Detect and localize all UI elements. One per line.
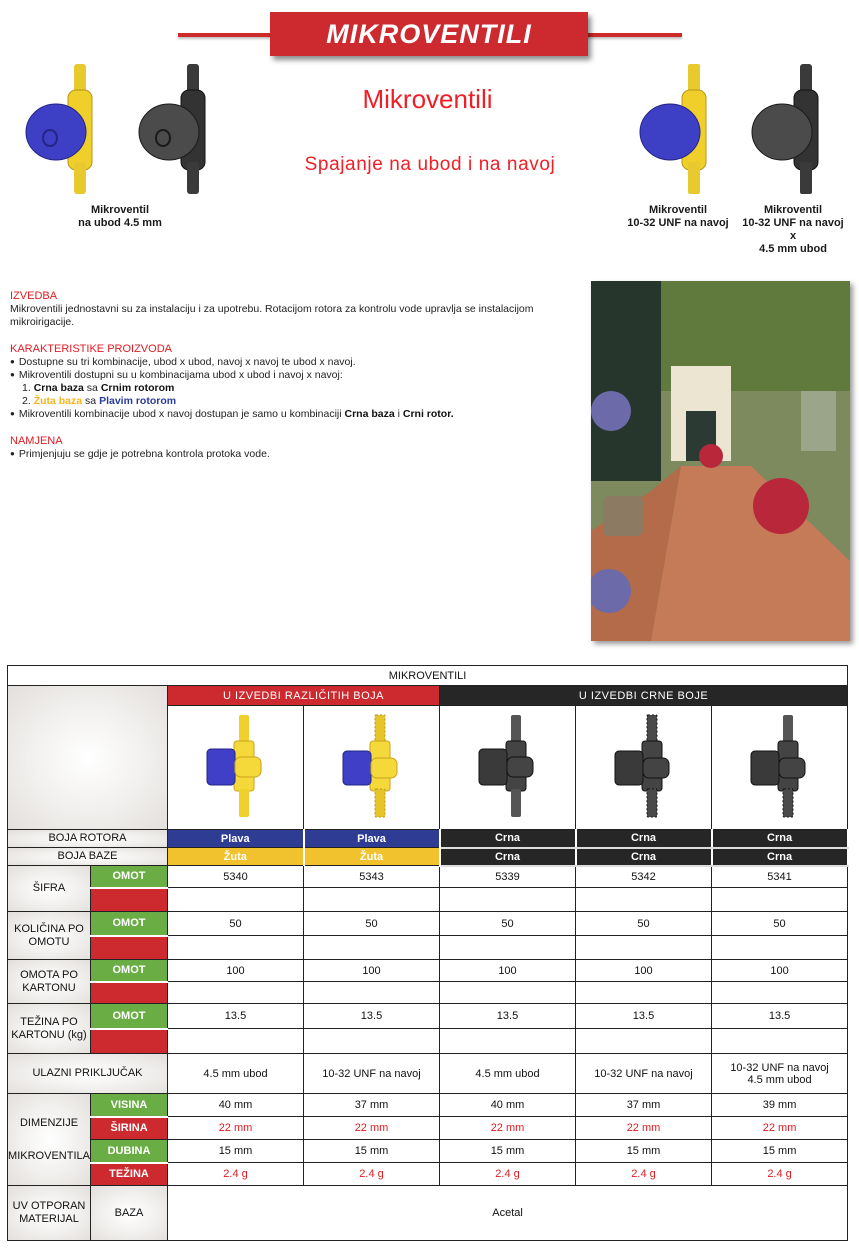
dubina-value: 15 mm <box>576 1140 712 1163</box>
list-item-2 <box>10 395 570 408</box>
omota-value: 100 <box>576 960 712 982</box>
sifra-value: 5340 <box>168 866 304 888</box>
empty-cell <box>576 936 712 960</box>
rotor-color: Crna <box>576 830 712 848</box>
valve-blue-yellow-ubod-icon <box>201 711 271 821</box>
plavi-rotor: Plavim rotorom <box>99 395 177 407</box>
label-ulazni-prikljucak: ULAZNI PRIKLJUČAK <box>8 1054 168 1094</box>
red-empty-cell <box>91 1029 168 1054</box>
caption-line: 4.5 mm ubod <box>759 243 827 255</box>
label-kolicina: KOLIČINA PO OMOTU <box>8 912 91 960</box>
bullet-3 <box>10 408 570 421</box>
sifra-value: 5343 <box>304 866 440 888</box>
empty-cell <box>168 1029 304 1054</box>
page-title: Mikroventili <box>362 84 493 114</box>
label-sirina: ŠIRINA <box>91 1117 168 1140</box>
empty-cell <box>168 888 304 912</box>
crni-rotor: Crnim rotorom <box>100 382 175 394</box>
sirina-value: 22 mm <box>304 1117 440 1140</box>
ulazni-value <box>576 1054 712 1094</box>
omota-value: 100 <box>304 960 440 982</box>
ulazni-line: 4.5 mm ubod <box>203 1067 268 1080</box>
ulazni-value <box>440 1054 576 1094</box>
banner <box>270 12 588 56</box>
caption-line: Mikroventil <box>90 204 150 216</box>
banner-line-right <box>585 33 682 37</box>
kolicina-value: 50 <box>304 912 440 936</box>
omota-value: 100 <box>712 960 848 982</box>
red-empty-cell <box>91 888 168 912</box>
valve-black-ubod-icon <box>473 711 543 821</box>
label-sifra: ŠIFRA <box>8 866 91 912</box>
label-omot: OMOT <box>91 866 168 888</box>
empty-cell <box>440 936 576 960</box>
ulazni-value <box>304 1054 440 1094</box>
base-color: Crna <box>712 848 848 866</box>
empty-cell <box>304 1029 440 1054</box>
product-image-cell <box>168 706 304 830</box>
label-omot: OMOT <box>91 960 168 982</box>
base-color: Crna <box>576 848 712 866</box>
list-sa: sa <box>82 395 100 407</box>
kolicina-value: 50 <box>168 912 304 936</box>
product-caption-navoj-ubod <box>738 204 848 256</box>
ulazni-line: 4.5 mm ubod <box>475 1067 540 1080</box>
ulazni-line: 10-32 UNF na navoj <box>322 1067 421 1080</box>
ulazni-value <box>168 1054 304 1094</box>
label-baza: BAZA <box>91 1186 168 1241</box>
caption-line: Mikroventil <box>763 204 823 216</box>
dubina-value: 15 mm <box>304 1140 440 1163</box>
base-color: Crna <box>440 848 576 866</box>
product-image-cell <box>576 706 712 830</box>
empty-cell <box>712 888 848 912</box>
empty-cell <box>168 982 304 1004</box>
tezina-kart-value: 13.5 <box>440 1004 576 1029</box>
crna-baza: Crna baza <box>33 382 84 394</box>
sirina-value: 22 mm <box>440 1117 576 1140</box>
empty-cell <box>304 982 440 1004</box>
sirina-value: 22 mm <box>168 1117 304 1140</box>
kolicina-value: 50 <box>712 912 848 936</box>
tezina-kart-value: 13.5 <box>712 1004 848 1029</box>
sirina-value: 22 mm <box>712 1117 848 1140</box>
group-colors-header: U IZVEDBI RAZLIČITIH BOJA <box>168 686 440 706</box>
empty-cell <box>576 1029 712 1054</box>
label-dimenzije <box>8 1094 91 1186</box>
dubina-value: 15 mm <box>168 1140 304 1163</box>
rotor-color: Crna <box>440 830 576 848</box>
dubina-value: 15 mm <box>712 1140 848 1163</box>
dimenzije-line: MIKROVENTILA <box>8 1149 90 1162</box>
banner-title: MIKROVENTILI <box>326 18 532 49</box>
ulazni-value <box>712 1054 848 1094</box>
list-sa: sa <box>83 382 101 394</box>
label-omot: OMOT <box>91 1004 168 1029</box>
list-num: 2. <box>22 395 31 407</box>
namjena-text: ● Primjenjuju se gdje je potrebna kontrola protoka vode. <box>10 448 570 461</box>
tezina-value: 2.4 g <box>576 1163 712 1186</box>
crni-rotor: Crni rotor. <box>402 408 454 420</box>
namjena-heading: NAMJENA <box>10 435 63 447</box>
corner-cell <box>8 686 168 830</box>
description <box>10 290 570 461</box>
dimenzije-line: DIMENZIJE <box>19 1116 79 1129</box>
kolicina-value: 50 <box>576 912 712 936</box>
tezina-kart-value: 13.5 <box>168 1004 304 1029</box>
valve-black-thread-image <box>748 62 838 197</box>
label-dubina: DUBINA <box>91 1140 168 1163</box>
red-empty-cell <box>91 982 168 1004</box>
product-caption-navoj <box>618 204 738 230</box>
empty-cell <box>576 982 712 1004</box>
spec-table <box>7 665 849 1241</box>
empty-cell <box>168 936 304 960</box>
sifra-value: 5341 <box>712 866 848 888</box>
zuta-baza: Žuta baza <box>33 395 83 407</box>
omota-value: 100 <box>168 960 304 982</box>
visina-value: 40 mm <box>168 1094 304 1117</box>
empty-cell <box>712 982 848 1004</box>
tezina-value: 2.4 g <box>712 1163 848 1186</box>
label-omota-po-kartonu: OMOTA PO KARTONU <box>8 960 91 1004</box>
label-boja-baze: BOJA BAZE <box>8 848 168 866</box>
base-color: Žuta <box>168 848 304 866</box>
tezina-kart-value: 13.5 <box>576 1004 712 1029</box>
sifra-value: 5339 <box>440 866 576 888</box>
rotor-color: Crna <box>712 830 848 848</box>
product-image-cell <box>440 706 576 830</box>
crna-baza: Crna baza <box>344 408 395 420</box>
empty-cell <box>440 982 576 1004</box>
karakteristike-heading: KARAKTERISTIKE PROIZVODA <box>10 343 172 355</box>
empty-cell <box>712 1029 848 1054</box>
group-black-header: U IZVEDBI CRNE BOJE <box>440 686 848 706</box>
garden-photo <box>591 281 850 641</box>
product-image-cell <box>304 706 440 830</box>
valve-yellow-blue-image <box>22 62 112 197</box>
label-tezina-po-kartonu: TEŽINA PO KARTONU (kg) <box>8 1004 91 1054</box>
garden-photo-image <box>591 281 850 641</box>
izvedba-text: Mikroventili jednostavni su za instalaciju i za upotrebu. Rotacijom rotora za kontrolu vode upravlja se instalacijom mikroirigacije. <box>10 303 534 328</box>
empty-cell <box>440 1029 576 1054</box>
bullet-1: ● Dostupne su tri kombinacije, ubod x ubod, navoj x navoj te ubod x navoj. <box>10 356 570 369</box>
caption-line: x <box>789 230 797 242</box>
valve-black-image <box>135 62 225 197</box>
visina-value: 39 mm <box>712 1094 848 1117</box>
label-boja-rotora: BOJA ROTORA <box>8 830 168 848</box>
tezina-value: 2.4 g <box>168 1163 304 1186</box>
tezina-value: 2.4 g <box>440 1163 576 1186</box>
empty-cell <box>304 888 440 912</box>
ulazni-line: 10-32 UNF na navoj <box>594 1067 693 1080</box>
empty-cell <box>304 936 440 960</box>
caption-line: 10-32 UNF na navoj <box>742 217 844 229</box>
label-omot: OMOT <box>91 912 168 936</box>
valve-yellow-blue-thread-image <box>636 62 726 197</box>
valve-blue-yellow-navoj-icon <box>337 711 407 821</box>
valve-black-navoj-ubod-icon <box>745 711 815 821</box>
material-value: Acetal <box>168 1186 848 1241</box>
label-uv-otporan: UV OTPORAN MATERIJAL <box>8 1186 91 1241</box>
empty-cell <box>440 888 576 912</box>
empty-cell <box>712 936 848 960</box>
visina-value: 37 mm <box>304 1094 440 1117</box>
kolicina-value: 50 <box>440 912 576 936</box>
dubina-value: 15 mm <box>440 1140 576 1163</box>
izvedba-heading: IZVEDBA <box>10 290 58 302</box>
sirina-value: 22 mm <box>576 1117 712 1140</box>
page-subtitle: Spajanje na ubod i na navoj <box>304 154 556 175</box>
empty-cell <box>576 888 712 912</box>
bullet-3-text: Mikroventili kombinacije ubod x navoj dostupan je samo u kombinaciji <box>18 408 345 420</box>
bullet-2: ● Mikroventili dostupni su u kombinacijama ubod x ubod i navoj x navoj: <box>10 369 570 382</box>
list-num: 1. <box>22 382 31 394</box>
banner-line-left <box>178 33 273 37</box>
rotor-color: Plava <box>168 830 304 848</box>
caption-line: Mikroventil <box>648 204 708 216</box>
red-empty-cell <box>91 936 168 960</box>
label-visina: VISINA <box>91 1094 168 1117</box>
tezina-kart-value: 13.5 <box>304 1004 440 1029</box>
product-caption-ubod <box>60 204 180 230</box>
bullet-3-and: i <box>394 408 403 420</box>
visina-value: 40 mm <box>440 1094 576 1117</box>
ulazni-line: 10-32 UNF na navoj <box>730 1061 829 1074</box>
product-image-cell <box>712 706 848 830</box>
rotor-color: Plava <box>304 830 440 848</box>
caption-line: na ubod 4.5 mm <box>78 217 162 229</box>
caption-line: 10-32 UNF na navoj <box>627 217 729 229</box>
sifra-value: 5342 <box>576 866 712 888</box>
valve-black-navoj-icon <box>609 711 679 821</box>
omota-value: 100 <box>440 960 576 982</box>
base-color: Žuta <box>304 848 440 866</box>
list-item-1 <box>10 382 570 395</box>
ulazni-line: 4.5 mm ubod <box>747 1073 812 1086</box>
label-tezina: TEŽINA <box>91 1163 168 1186</box>
tezina-value: 2.4 g <box>304 1163 440 1186</box>
visina-value: 37 mm <box>576 1094 712 1117</box>
table-caption: MIKROVENTILI <box>8 666 848 686</box>
